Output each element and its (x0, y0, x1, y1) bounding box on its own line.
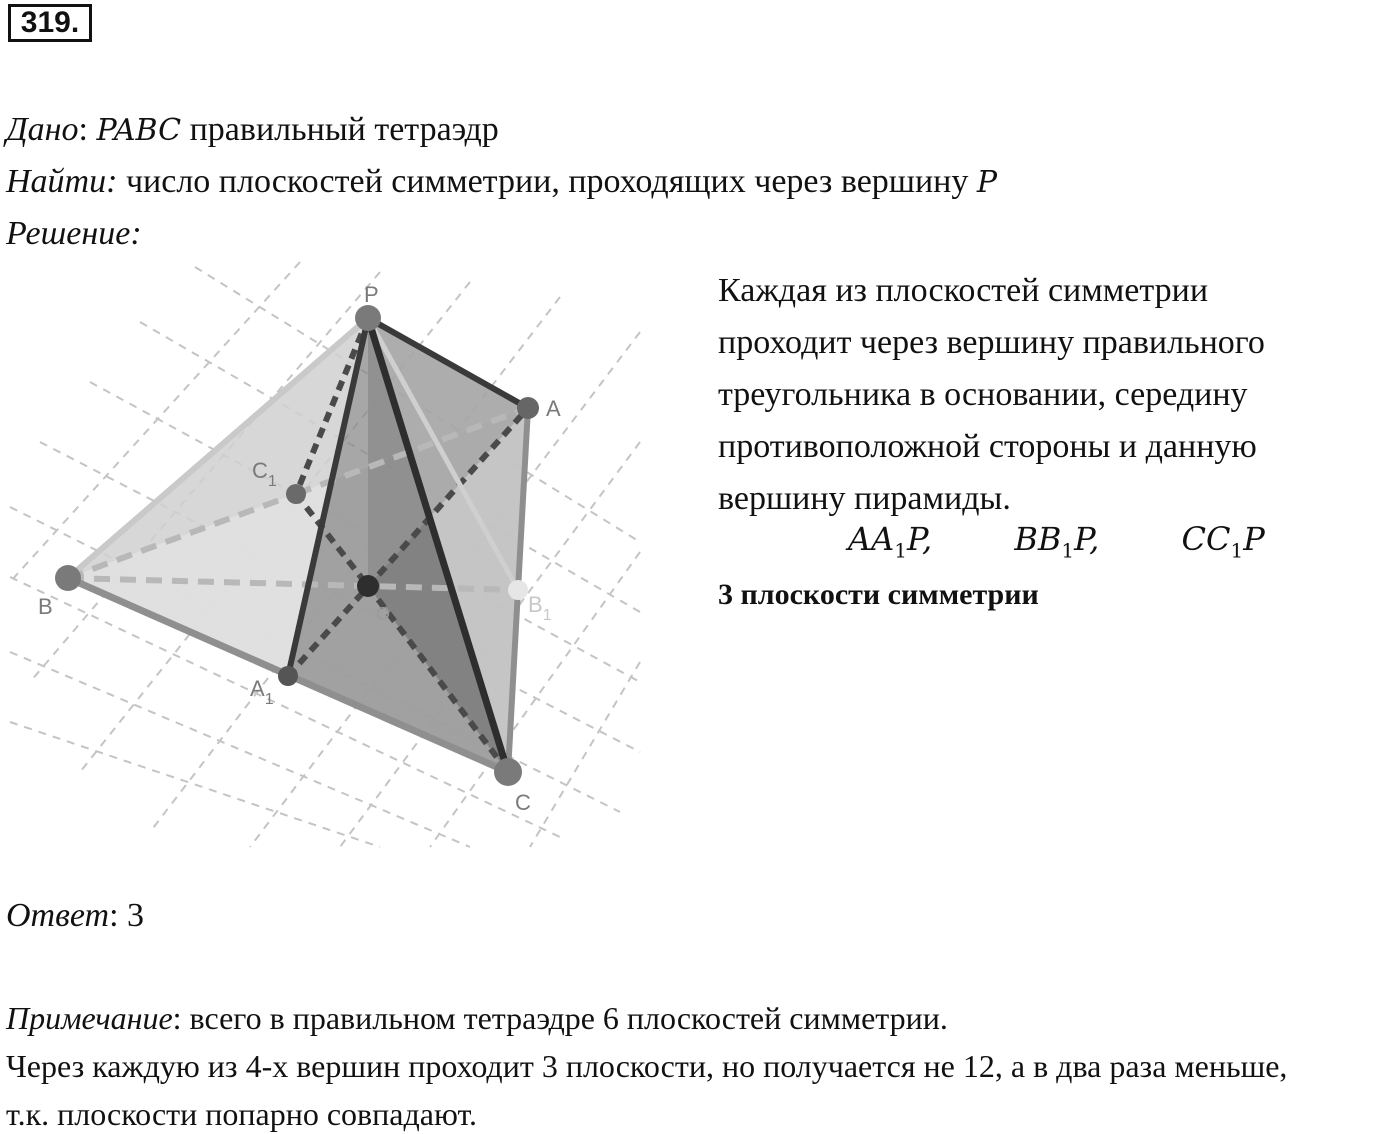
given-colon: : (78, 111, 97, 148)
label-P: P (364, 282, 379, 307)
label-O: O (376, 604, 391, 624)
note-line-1 (6, 998, 948, 1038)
label-B1: $B_1$ (528, 592, 552, 624)
answer-colon: : (109, 897, 128, 934)
plane-CC1P: $CC_1P$ (1181, 520, 1265, 563)
vertex-A (517, 397, 539, 419)
explanation-line: вершину пирамиды. (718, 480, 1011, 517)
problem-number: 319. (8, 4, 92, 42)
given-text: правильный тетраэдр (181, 111, 499, 148)
find-text: число плоскостей симметрии, проходящих через вершину (117, 163, 977, 200)
solution-label: Решение: (6, 215, 142, 252)
symmetry-planes (848, 520, 1337, 562)
plane-BB1P: $BB_1P$, (1014, 520, 1100, 563)
label-B: B (38, 594, 53, 619)
given-line (6, 110, 499, 151)
find-label: Найти: (6, 163, 118, 200)
vertex-P (355, 305, 381, 331)
find-line (6, 162, 997, 203)
answer-label: Ответ (6, 897, 110, 934)
answer-line (6, 896, 144, 936)
vertex-A1 (278, 666, 298, 686)
find-vertex: P (976, 165, 998, 200)
note-text: : всего в правильном тетраэдре 6 плоскостей симметрии. (172, 1000, 948, 1036)
tetrahedron-diagram (0, 252, 660, 852)
vertex-C1 (286, 484, 306, 504)
vertex-B (55, 565, 81, 591)
label-C1: $C_1$ (252, 458, 277, 490)
note-line-3: т.к. плоскости попарно совпадают. (6, 1096, 478, 1132)
explanation-line: треугольника в основании, середину (718, 376, 1248, 413)
given-label: Дано (6, 111, 79, 148)
label-A1: $A_1$ (250, 676, 274, 708)
vertex-B1 (508, 580, 528, 600)
label-C: C (515, 790, 531, 815)
note-label: Примечание (6, 1000, 173, 1036)
given-object: PABC (96, 113, 182, 148)
answer-value: 3 (127, 897, 145, 934)
tetrahedron-figure (0, 252, 660, 852)
explanation-line: противоположной стороны и данную (718, 428, 1257, 465)
explanation-line: проходит через вершину правильного (718, 324, 1265, 361)
vertex-O (357, 575, 379, 597)
note-line-2: Через каждую из 4-х вершин проходит 3 плоскости, но получается не 12, а в два раза меньше, (6, 1048, 1288, 1084)
conclusion: 3 плоскости симметрии (718, 578, 1039, 611)
explanation-line: Каждая из плоскостей симметрии (718, 272, 1209, 309)
label-A: A (546, 396, 561, 421)
plane-AA1P: $AA_1P$, (848, 520, 933, 563)
vertex-C (494, 758, 522, 786)
explanation (718, 265, 1378, 525)
